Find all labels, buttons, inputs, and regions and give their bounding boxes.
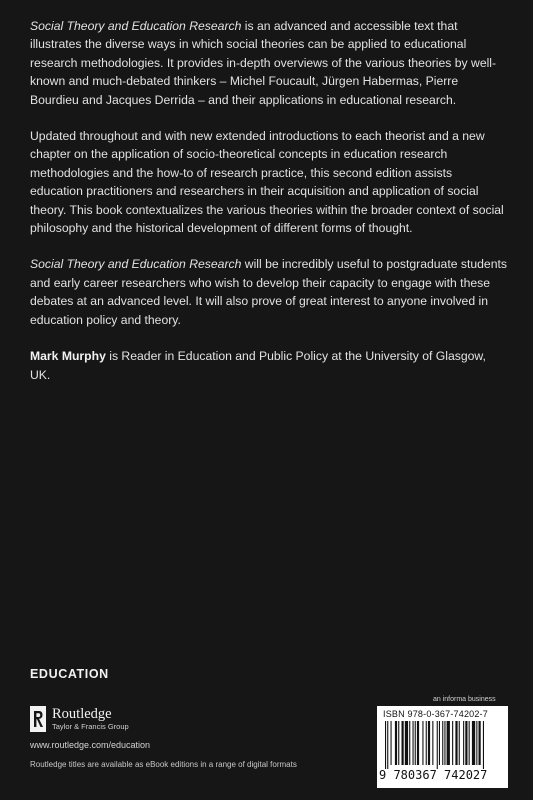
author-bio bbox=[30, 347, 508, 384]
author-bio-text: is Reader in Education and Public Policy at the University of Glasgow, UK. bbox=[30, 349, 486, 382]
blurb-paragraph-2: Updated throughout and with new extended introductions to each theorist and a new chapter on the application of socio-theoretical concepts in education research methodologies and the how-to of research practice, this second edition assists education practitioners and researchers in their acquisition and application of social theory. This book contextualizes the various theories within the broader context of social philosophy and the historical development of different forms of thought. bbox=[30, 129, 504, 236]
ebook-note: Routledge titles are available as eBook editions in a range of digital formats bbox=[30, 760, 297, 769]
blurb-paragraph-1-text: is an advanced and accessible text that illustrates the diverse ways in which social theories can be applied to educational research methodologies. It provides in-depth overviews of the various theories by well-known and much-debated thinkers – Michel Foucault, Jürgen Habermas, Pierre Bourdieu and Jacques Derrida – and their applications in educational research. bbox=[30, 19, 497, 107]
informa-business-label: an informa business bbox=[433, 696, 496, 703]
book-title-italic: Social Theory and Education Research bbox=[30, 257, 242, 272]
blurb-text bbox=[30, 17, 508, 402]
publisher-name: Routledge bbox=[52, 705, 112, 722]
blurb-paragraph-1 bbox=[30, 17, 508, 109]
barcode-box bbox=[377, 706, 508, 788]
blurb-paragraph-3 bbox=[30, 255, 508, 329]
author-name: Mark Murphy bbox=[30, 349, 106, 364]
blurb-paragraph-3-text: will be incredibly useful to postgraduate students and early career researchers who wish to develop their capacity to engage with these debates at an advanced level. It will also prove of great interest to anyone involved in education policy and theory. bbox=[30, 257, 507, 327]
publisher-logo bbox=[30, 706, 129, 732]
publisher-website: www.routledge.com/education bbox=[30, 740, 151, 750]
barcode-icon bbox=[383, 721, 503, 769]
routledge-r-icon bbox=[30, 706, 46, 732]
subject-category: EDUCATION bbox=[30, 667, 109, 681]
publisher-logo-text bbox=[52, 707, 129, 732]
book-title-italic: Social Theory and Education Research bbox=[30, 19, 242, 33]
isbn-label: ISBN 978-0-367-74202-7 bbox=[383, 709, 488, 719]
publisher-group: Taylor & Francis Group bbox=[52, 721, 129, 731]
barcode-digits: 9 780367 742027 bbox=[379, 768, 488, 782]
